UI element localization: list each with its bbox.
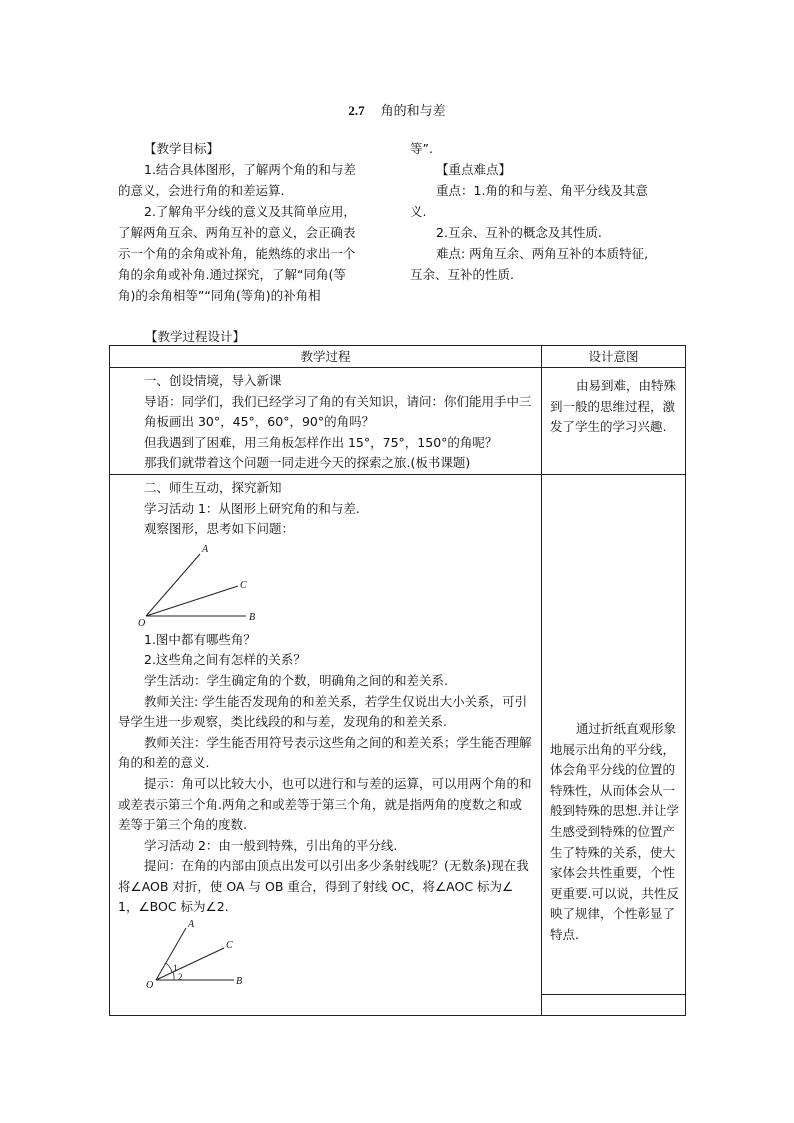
row2-observe: 观察图形，思考如下问题： (144, 521, 295, 537)
label-angle-1: 1 (173, 963, 178, 974)
ray-oc (146, 586, 238, 616)
key-points-heading: 【重点难点】 (436, 162, 512, 177)
label-c-2: C (226, 940, 233, 952)
angle-figure-2 (138, 918, 278, 994)
section-number: 2.7 (348, 103, 365, 118)
row2-teacher1: 教师关注: 学生能否发现角的和差关系，若学生仅说出大小关系，可引导学生进一步观察，类比线段的和与差，发现角的和差关系. (118, 693, 528, 730)
process-heading: 【教学过程设计】 (145, 329, 246, 344)
objectives-heading: 【教学目标】 (144, 141, 220, 156)
arc-2 (173, 972, 174, 980)
row2-hint: 提示：角可以比较大小，也可以进行和与差的运算，可以用两个角的和或差表示第三个角.两角之和或差等于第三个角，就是指两角的度数之和或差等于第三个角的度数. (118, 775, 532, 833)
label-b: B (249, 611, 256, 623)
row2-activity1: 学习活动 1：从图形上研究角的和与差. (144, 500, 360, 516)
label-a: A (202, 543, 209, 555)
row1-intent-cell (542, 368, 686, 475)
table-row (110, 474, 686, 1015)
row1-process-cell (110, 368, 542, 475)
row2-q2: 2.这些角之间有怎样的关系？ (144, 652, 306, 668)
key-point-line-3: 2.互余、互补的概念及其性质. (436, 225, 602, 240)
row1-title: 一、创设情境，导入新课 (144, 373, 282, 388)
table-header-row (110, 346, 686, 368)
row2-ask: 提问：在角的内部由顶点出发可以引出多少条射线呢？(无数条)现在我将∠AOB 对折，使 OA 与 OB 重合，得到了射线 OC，将∠AOC 标为∠1，∠BOC 标为∠2. (118, 858, 529, 915)
header-process: 教学过程 (110, 346, 542, 368)
label-c: C (240, 579, 247, 591)
row2-title: 二、师生互动，探究新知 (144, 479, 282, 495)
process-table (109, 345, 686, 1016)
angle-figure-1 (138, 540, 278, 630)
label-angle-2: 2 (178, 972, 183, 983)
key-point-line-1: 重点：1.角的和与差、角平分线及其意 (436, 183, 648, 198)
objective-line-2: 的意义，会进行角的和差运算. (118, 183, 285, 198)
objectives-column (118, 138, 390, 306)
header-intent: 设计意图 (542, 346, 686, 368)
objective-line-5: 示一个角的余角或补角，能熟练的求出一个 (118, 246, 356, 261)
label-o-2: O (146, 980, 154, 992)
objective-line-1: 1.结合具体图形，了解两个角的和与差 (144, 162, 356, 177)
row2-intent: 通过折纸直观形象地展示出角的平分线，体会角平分线的位置的特殊性，从而体会从一般到特殊的思想.并让学生感受到特殊的位置产生了特殊的关系，使大家体会共性重要，个性更重要.可以说，共性反映了规律，个性彰显了特点. (550, 720, 679, 942)
row2-student: 学生活动：学生确定角的个数，明确角之间的和差关系. (144, 672, 448, 688)
row2-activity2: 学习活动 2：由一般到特殊，引出角的平分线. (144, 837, 398, 853)
objectives-continuation: 等”. (410, 141, 433, 156)
label-o: O (138, 617, 146, 629)
objective-line-3: 2.了解角平分线的意义及其简单应用， (144, 204, 356, 219)
intent-divider (542, 994, 685, 995)
objective-line-7: 角)的余角相等”“同角(等角)的补角相 (118, 288, 321, 303)
row1-p3: 那我们就带着这个问题一同走进今天的探索之旅.(板书课题) (144, 455, 471, 471)
objective-line-6: 角的余角或补角.通过探究，了解“同角(等 (118, 267, 346, 282)
row1-intent: 由易到难，由特殊到一般的思维过程，激发了学生的学习兴趣. (550, 378, 677, 435)
section-title: 角的和与差 (380, 104, 446, 119)
objective-line-4: 了解两角互余、两角互补的意义，会正确表 (118, 225, 356, 240)
row2-teacher2: 教师关注：学生能否用符号表示这些角之间的和差关系；学生能否理解角的和差的意义. (118, 734, 532, 771)
row1-p1: 导语：同学们，我们已经学习了角的有关知识，请问：你们能用手中三角板画出 30°，45°，60°，90°的角吗？ (144, 393, 532, 430)
label-b-2: B (236, 976, 243, 988)
label-a-2: A (188, 919, 195, 931)
key-point-line-2: 义. (410, 204, 427, 219)
row1-p2: 但我遇到了困难，用三角板怎样作出 15°，75°，150°的角呢？ (144, 434, 498, 450)
row2-intent-cell (542, 474, 686, 1015)
key-point-line-4: 难点: 两角互余、两角互补的本质特征, (436, 246, 649, 261)
key-points-column (410, 138, 682, 285)
row2-process-cell (110, 474, 542, 1015)
page-title (0, 100, 794, 119)
ray-oc-2 (156, 948, 224, 983)
row2-q1: 1.图中都有哪些角？ (144, 631, 256, 647)
arc-1 (166, 963, 172, 972)
table-row (110, 368, 686, 475)
key-point-line-5: 互余、互补的性质. (410, 267, 514, 282)
